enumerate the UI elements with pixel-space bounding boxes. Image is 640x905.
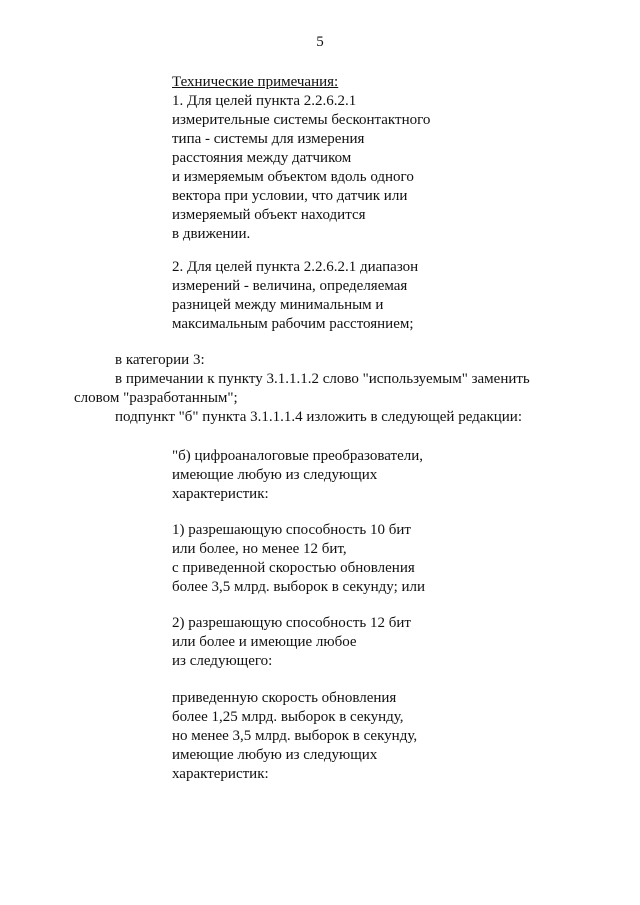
- technical-notes-title: Технические примечания:: [172, 74, 339, 90]
- technical-notes-block: [172, 73, 430, 244]
- technical-note-1: 1. Для целей пункта 2.2.6.2.1 измерительные системы бесконтактного типа - системы для измерения расстояния между датчиком и измеряемым объектом вдоль одного вектора при условии, что датчик или измеряемый объект находится в движении.: [172, 93, 431, 242]
- amendment-1-line-1: в примечании к пункту 3.1.1.1.2 слово "используемым" заменить: [115, 371, 530, 387]
- technical-note-2: 2. Для целей пункта 2.2.6.2.1 диапазон измерений - величина, определяемая разницей между минимальным и максимальным рабочим расстоянием;: [172, 259, 419, 332]
- quoted-intro: "б) цифроаналоговые преобразователи, имеющие любую из следующих характеристик:: [172, 448, 424, 502]
- amendment-2: подпункт "б" пункта 3.1.1.1.4 изложить в следующей редакции:: [115, 409, 522, 425]
- quoted-item-2: 2) разрешающую способность 12 бит или более и имеющие любое из следующего:: [172, 615, 411, 669]
- page-number: 5: [316, 34, 324, 50]
- quoted-item-1: 1) разрешающую способность 10 бит или более, но менее 12 бит, с приведенной скоростью обновления более 3,5 млрд. выборок в секунду; или: [172, 522, 426, 595]
- quoted-subitem: приведенную скорость обновления более 1,25 млрд. выборок в секунду, но менее 3,5 млрд. выборок в секунду, имеющие любую из следующих характеристик:: [172, 690, 418, 782]
- amendment-1-line-2: словом "разработанным";: [74, 390, 238, 406]
- category-heading: в категории 3:: [115, 352, 205, 368]
